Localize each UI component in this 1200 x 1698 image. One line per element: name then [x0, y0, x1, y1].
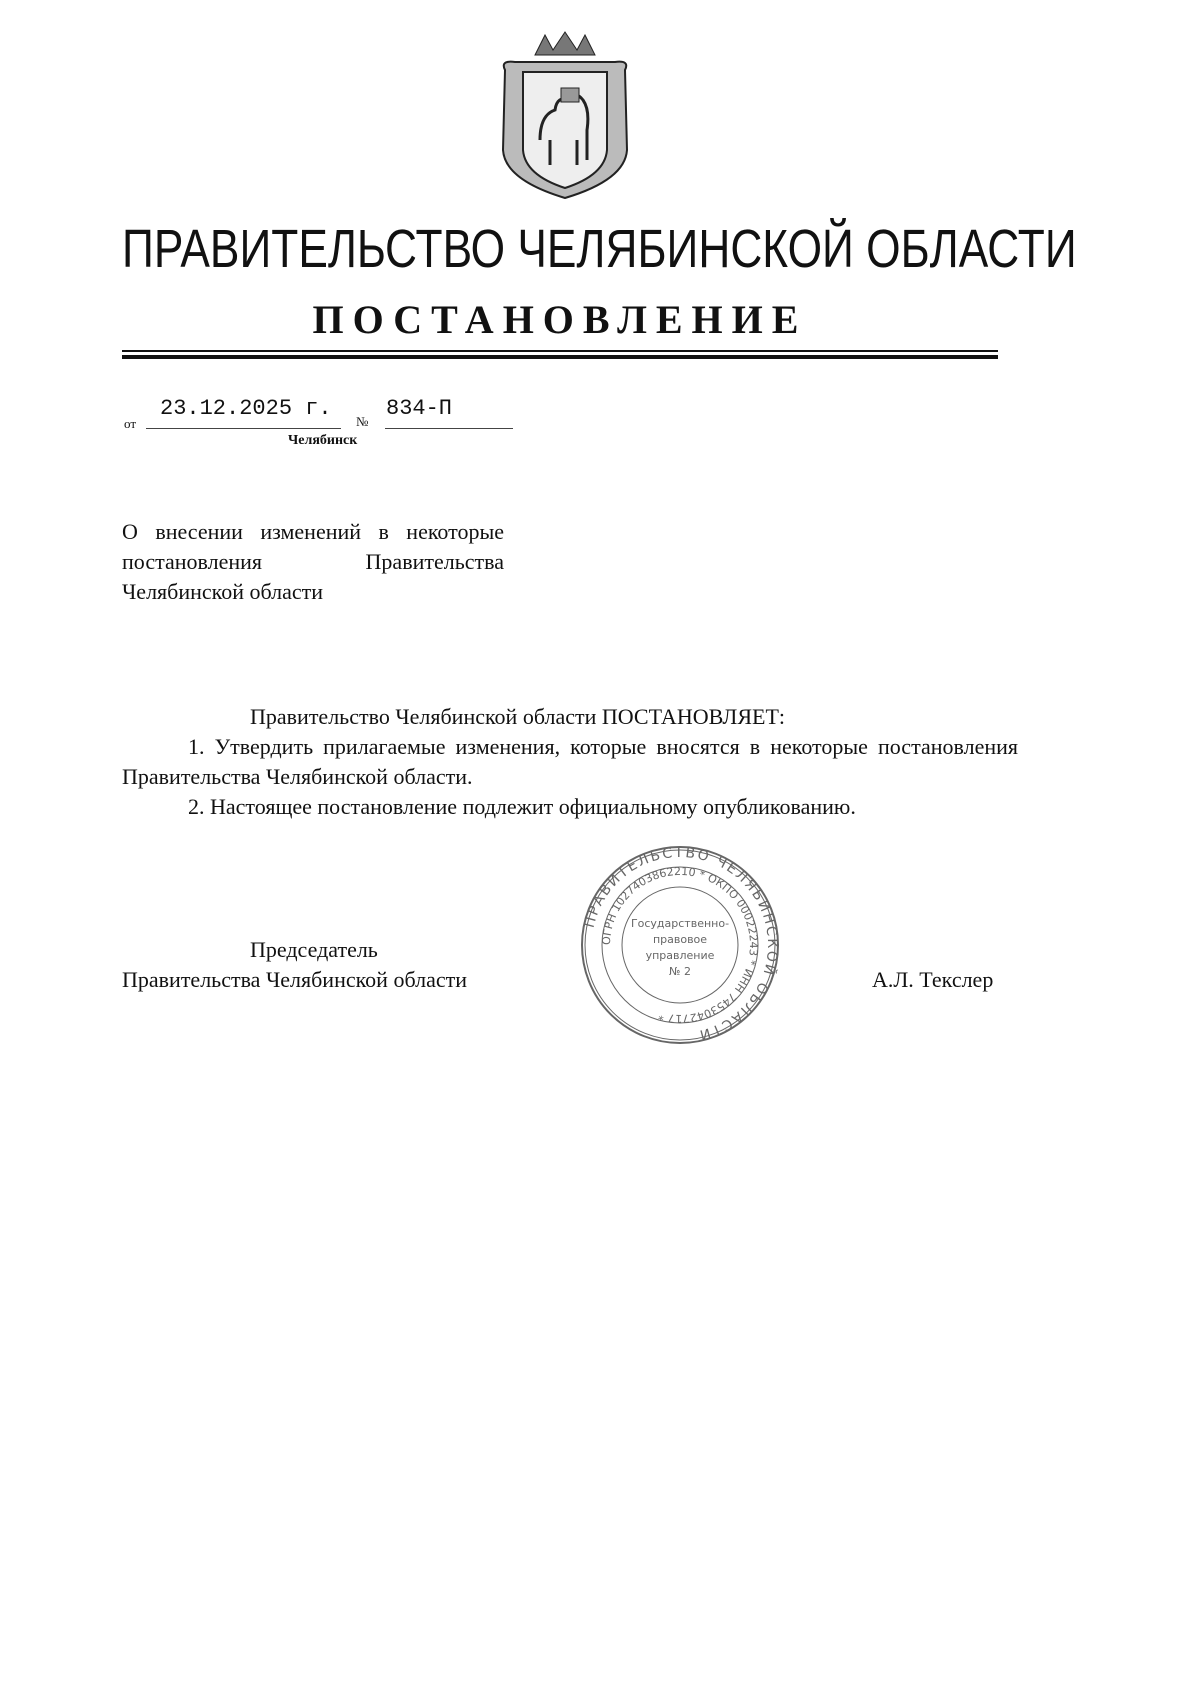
city-label: Челябинск — [288, 433, 358, 448]
header-divider-thin — [122, 350, 998, 352]
header-divider-thick — [122, 355, 998, 359]
government-title: ПРАВИТЕЛЬСТВО ЧЕЛЯБИНСКОЙ ОБЛАСТИ — [122, 219, 1077, 279]
date-prefix-label: от — [124, 416, 137, 431]
stamp-center-line3: управление — [645, 949, 715, 962]
stamp-ring-text: ОГРН 1027403862210 * ОКПО 00022243 * ИНН 7453042717 * — [599, 864, 761, 1026]
document-number: 834-П — [386, 396, 453, 421]
stamp-center-line2: правовое — [652, 933, 708, 946]
stamp-center-line4: № 2 — [669, 965, 691, 978]
document-subject: О внесении изменений в некоторые постановления Правительства Челябинской области — [122, 519, 504, 604]
date-underline — [146, 428, 341, 429]
number-label: № — [356, 414, 369, 429]
signatory-title-line1: Председатель — [250, 937, 378, 962]
preamble: Правительство Челябинской области ПОСТАНОВЛЯЕТ: — [250, 704, 786, 729]
signatory-title-line2: Правительства Челябинской области — [122, 967, 467, 992]
stamp-outer-text: ПРАВИТЕЛЬСТВО ЧЕЛЯБИНСКОЙ ОБЛАСТИ — [581, 845, 780, 1044]
signatory-name: А.Л. Текслер — [872, 967, 994, 992]
document-type-heading: ПОСТАНОВЛЕНИЕ — [312, 297, 808, 342]
number-underline — [385, 428, 513, 429]
official-seal-stamp — [580, 845, 780, 1045]
stamp-center-line1: Государственно- — [630, 917, 730, 930]
clause-2: 2. Настоящее постановление подлежит официальному опубликованию. — [188, 794, 856, 819]
clause-1: 1. Утвердить прилагаемые изменения, которые вносятся в некоторые постановления Правительства Челябинской области. — [122, 734, 1018, 789]
document-date: 23.12.2025 г. — [160, 396, 332, 421]
coat-of-arms-emblem — [495, 30, 635, 200]
